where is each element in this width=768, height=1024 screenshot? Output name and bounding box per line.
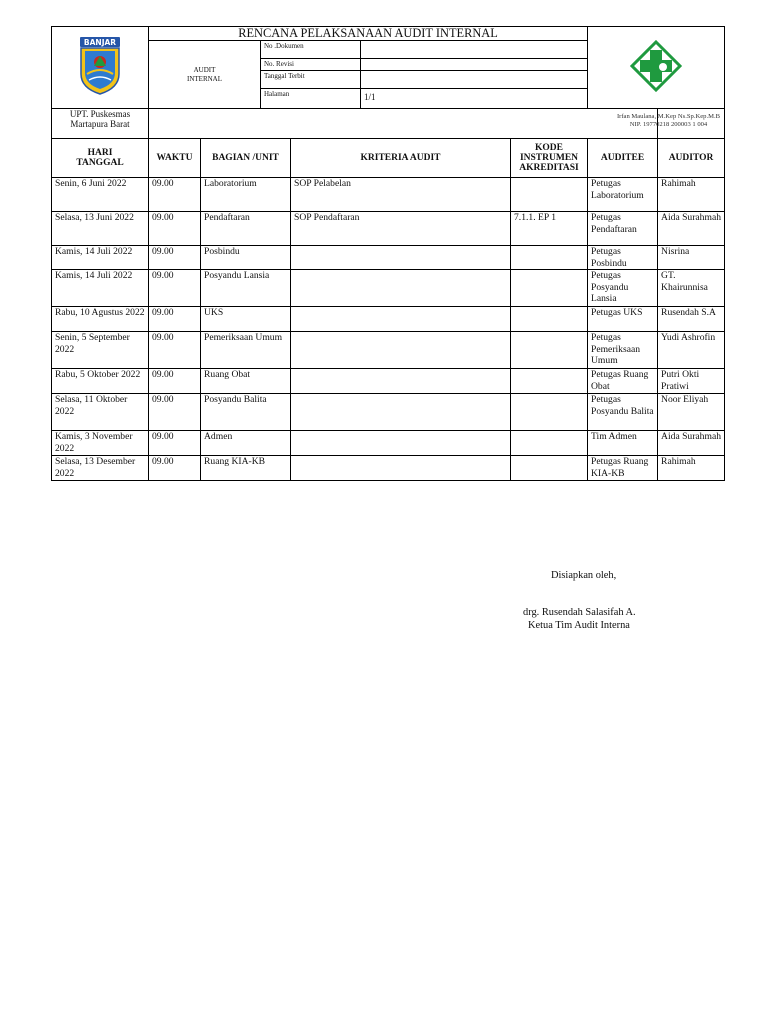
cell-kriteria (291, 456, 511, 481)
unit-line2: Martapura Barat (70, 119, 130, 129)
audit-schedule-table (51, 108, 725, 481)
cell-kode (511, 270, 588, 307)
cell-kode (511, 394, 588, 431)
col-auditee: AUDITEE (588, 139, 658, 178)
cell-kriteria (291, 369, 511, 394)
field-value (361, 41, 588, 59)
cell-auditor: Aida Surahmah (658, 212, 725, 246)
cell-hari: Selasa, 11 Oktober 2022 (52, 394, 149, 431)
cell-auditor: Rahimah (658, 456, 725, 481)
cell-hari: Selasa, 13 Desember 2022 (52, 456, 149, 481)
cell-kode (511, 178, 588, 212)
cell-hari: Rabu, 5 Oktober 2022 (52, 369, 149, 394)
cell-hari: Senin, 5 September 2022 (52, 332, 149, 369)
cell-kriteria (291, 332, 511, 369)
cell-auditor: Yudi Ashrofin (658, 332, 725, 369)
table-row (52, 369, 725, 394)
cell-auditee: Petugas Pemeriksaan Umum (588, 332, 658, 369)
cell-auditee: Tim Admen (588, 431, 658, 456)
cell-unit: Posyandu Balita (201, 394, 291, 431)
cell-kriteria (291, 431, 511, 456)
cell-waktu: 09.00 (149, 332, 201, 369)
field-value: 1/1 (361, 89, 588, 109)
cell-unit: Laboratorium (201, 178, 291, 212)
table-row (52, 394, 725, 431)
cell-unit: Pemeriksaan Umum (201, 332, 291, 369)
document-header (51, 26, 725, 109)
cell-unit: Admen (201, 431, 291, 456)
banjar-logo-cell (52, 27, 149, 109)
signatory-nip: NIP. 19770218 200003 1 004 (629, 121, 708, 128)
audit-label-line1: AUDIT (193, 66, 216, 74)
cell-kriteria (291, 270, 511, 307)
cell-kriteria (291, 307, 511, 332)
audit-internal-label (149, 41, 261, 109)
cell-waktu: 09.00 (149, 270, 201, 307)
col-hari-tanggal: HARI TANGGAL (52, 139, 149, 178)
cell-hari: Rabu, 10 Agustus 2022 (52, 307, 149, 332)
cell-auditee: Petugas Pendaftaran (588, 212, 658, 246)
unit-line1: UPT. Puskesmas (69, 109, 131, 119)
cell-hari: Senin, 6 Juni 2022 (52, 178, 149, 212)
cell-kode (511, 369, 588, 394)
cell-unit: Ruang Obat (201, 369, 291, 394)
cell-unit: Pendaftaran (201, 212, 291, 246)
preparer-position: Ketua Tim Audit Interna (528, 620, 630, 631)
prepared-by-label: Disiapkan oleh, (551, 570, 617, 581)
table-row (52, 178, 725, 212)
table-header-row (52, 139, 725, 178)
cell-auditor: Rahimah (658, 178, 725, 212)
table-row (52, 212, 725, 246)
document-title: RENCANA PELAKSANAAN AUDIT INTERNAL (149, 27, 588, 41)
puskesmas-logo-cell (588, 27, 725, 109)
cell-waktu: 09.00 (149, 394, 201, 431)
cell-auditor: Putri Okti Pratiwi (658, 369, 725, 394)
cell-unit: UKS (201, 307, 291, 332)
field-label: Tanggal Terbit (261, 71, 361, 89)
cell-hari: Selasa, 13 Juni 2022 (52, 212, 149, 246)
table-row (52, 456, 725, 481)
unit-name (52, 109, 149, 139)
cell-auditor: GT. Khairunnisa (658, 270, 725, 307)
cell-kriteria: SOP Pelabelan (291, 178, 511, 212)
table-row (52, 431, 725, 456)
cell-auditee: Petugas Posyandu Lansia (588, 270, 658, 307)
table-row (52, 332, 725, 369)
col-waktu: WAKTU (149, 139, 201, 178)
cell-waktu: 09.00 (149, 456, 201, 481)
cell-auditee: Petugas Posbindu (588, 246, 658, 270)
puskesmas-cross-icon (630, 40, 682, 92)
cell-kriteria (291, 246, 511, 270)
cell-kode (511, 246, 588, 270)
cell-kode (511, 456, 588, 481)
cell-kriteria (291, 394, 511, 431)
preparer-name: drg. Rusendah Salasifah A. (523, 607, 636, 618)
col-kode: KODE INSTRUMEN AKREDITASI (511, 139, 588, 178)
cell-waktu: 09.00 (149, 307, 201, 332)
audit-label-line2: INTERNAL (187, 75, 222, 83)
table-row (52, 246, 725, 270)
cell-auditor: Nisrina (658, 246, 725, 270)
audit-plan-document (51, 26, 724, 481)
banjar-emblem-icon (77, 36, 123, 96)
table-row (52, 270, 725, 307)
cell-unit: Ruang KIA-KB (201, 456, 291, 481)
table-row (52, 307, 725, 332)
cell-kode (511, 332, 588, 369)
col-auditor: AUDITOR (658, 139, 725, 178)
unit-blank-cell (149, 109, 658, 139)
cell-auditee: Petugas Ruang Obat (588, 369, 658, 394)
signatory-cell (616, 109, 725, 139)
field-label: Halaman (261, 89, 361, 109)
col-kriteria: KRITERIA AUDIT (291, 139, 511, 178)
cell-waktu: 09.00 (149, 178, 201, 212)
field-value (361, 71, 588, 89)
cell-kode (511, 431, 588, 456)
cell-auditee: Petugas UKS (588, 307, 658, 332)
field-label: No. Revisi (261, 59, 361, 71)
cell-auditee: Petugas Ruang KIA-KB (588, 456, 658, 481)
cell-waktu: 09.00 (149, 369, 201, 394)
cell-waktu: 09.00 (149, 246, 201, 270)
svg-text:BANJAR: BANJAR (83, 37, 117, 47)
cell-auditee: Petugas Laboratorium (588, 178, 658, 212)
cell-waktu: 09.00 (149, 431, 201, 456)
cell-kode: 7.1.1. EP 1 (511, 212, 588, 246)
cell-hari: Kamis, 3 November 2022 (52, 431, 149, 456)
table-body (52, 178, 725, 481)
cell-hari: Kamis, 14 Juli 2022 (52, 246, 149, 270)
cell-waktu: 09.00 (149, 212, 201, 246)
field-value (361, 59, 588, 71)
cell-auditor: Noor Eliyah (658, 394, 725, 431)
col-bagian-unit: BAGIAN /UNIT (201, 139, 291, 178)
cell-unit: Posyandu Lansia (201, 270, 291, 307)
signatory-name: Irfan Maulana, M.Kep Ns.Sp.Kep.M.B (616, 113, 721, 120)
cell-kode (511, 307, 588, 332)
cell-auditor: Aida Surahmah (658, 431, 725, 456)
cell-auditee: Petugas Posyandu Balita (588, 394, 658, 431)
cell-auditor: Rusendah S.A (658, 307, 725, 332)
cell-unit: Posbindu (201, 246, 291, 270)
cell-kriteria: SOP Pendaftaran (291, 212, 511, 246)
cell-hari: Kamis, 14 Juli 2022 (52, 270, 149, 307)
field-label: No .Dokumen (261, 41, 361, 59)
